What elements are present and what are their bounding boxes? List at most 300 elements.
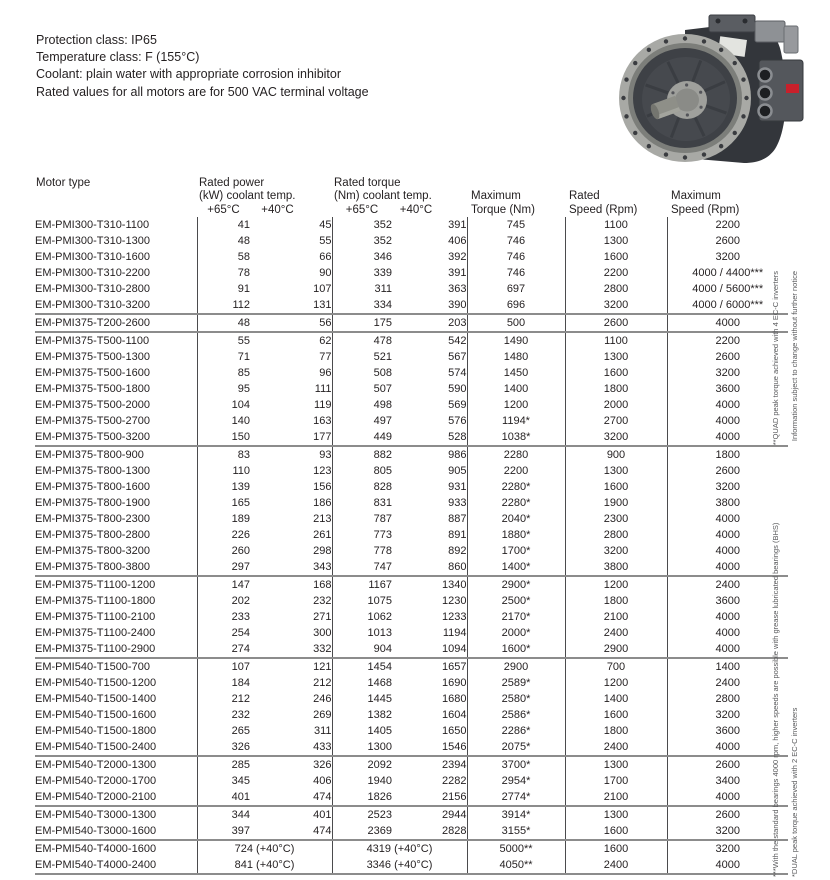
max-torque-cell: 696 (467, 297, 565, 314)
rated-torque-cell: 4319 (+40°C) (332, 840, 467, 857)
max-torque-cell: 500 (467, 314, 565, 332)
torque-40-cell: 1604 (442, 709, 467, 721)
motor-type-cell: EM-PMI375-T1100-2100 (35, 611, 156, 623)
power-40-cell: 474 (313, 825, 332, 837)
torque-40-cell: 2944 (442, 809, 467, 821)
max-speed-cell: 4000 (667, 527, 788, 543)
motor-type-cell: EM-PMI375-T500-1600 (35, 367, 150, 379)
max-torque-cell: 1400 (467, 381, 565, 397)
torque-65-cell: 805 (332, 463, 392, 479)
rated-speed-cell: 2800 (565, 281, 667, 297)
max-speed-cell: 3600 (667, 381, 788, 397)
motor-type-cell: EM-PMI375-T800-3200 (35, 545, 150, 557)
power-65-cell: 212 (197, 691, 250, 707)
torque-65-cell: 521 (332, 349, 392, 365)
table-row (35, 233, 788, 249)
rated-speed-cell: 2100 (565, 789, 667, 806)
motor-type-cell: EM-PMI375-T500-1300 (35, 351, 150, 363)
table-row (35, 511, 788, 527)
torque-40-cell: 2156 (442, 791, 467, 803)
table-row (35, 773, 788, 789)
max-torque-cell: 2000* (467, 625, 565, 641)
motor-type-cell: EM-PMI540-T1500-1800 (35, 725, 157, 737)
table-row (35, 857, 788, 874)
max-torque-cell: 2954* (467, 773, 565, 789)
table-row (35, 265, 788, 281)
max-torque-cell: 697 (467, 281, 565, 297)
rated-speed-cell: 1600 (565, 840, 667, 857)
power-40-cell: 474 (313, 791, 332, 803)
max-speed-cell: 2200 (667, 217, 788, 233)
torque-65-cell: 1062 (332, 609, 392, 625)
max-speed-cell: 3600 (667, 723, 788, 739)
column-header-max-speed-1: Maximum (671, 190, 721, 202)
rated-values-line: Rated values for all motors are for 500 VAC terminal voltage (36, 84, 369, 99)
motor-group (35, 217, 788, 314)
motor-type-cell: EM-PMI540-T1500-2400 (35, 741, 157, 753)
motor-group (35, 576, 788, 658)
motor-group (35, 658, 788, 756)
motor-type-cell: EM-PMI375-T500-1100 (35, 335, 150, 347)
max-torque-cell: 1038* (467, 429, 565, 446)
torque-40-cell: 1657 (442, 661, 467, 673)
motor-type-cell: EM-PMI375-T800-900 (35, 449, 144, 461)
motor-photo (597, 8, 817, 176)
max-speed-cell: 1800 (667, 446, 788, 463)
max-torque-cell: 746 (467, 265, 565, 281)
power-40-cell: 93 (319, 449, 332, 461)
motor-type-cell: EM-PMI300-T310-1100 (35, 219, 150, 231)
max-torque-cell: 2200 (467, 463, 565, 479)
max-speed-cell: 2600 (667, 463, 788, 479)
footnote-bearings: ***With the standard bearings 4000 rpm, higher speeds are possible with grease lubricated bearings (BHS) (771, 522, 780, 877)
table-row (35, 658, 788, 675)
torque-40-cell: 1230 (442, 595, 467, 607)
power-65-cell: 150 (197, 429, 250, 446)
intro-text-block (36, 32, 369, 101)
table-row (35, 527, 788, 543)
power-40-cell: 168 (313, 579, 332, 591)
max-speed-cell: 2600 (667, 349, 788, 365)
column-header-power-40: +40°C (261, 204, 294, 216)
power-65-cell: 184 (197, 675, 250, 691)
torque-65-cell: 1382 (332, 707, 392, 723)
power-40-cell: 213 (313, 513, 332, 525)
rated-speed-cell: 1700 (565, 773, 667, 789)
table-row (35, 641, 788, 658)
motor-type-cell: EM-PMI300-T310-1600 (35, 251, 150, 263)
max-speed-cell: 3800 (667, 495, 788, 511)
rated-speed-cell: 1600 (565, 479, 667, 495)
motor-type-cell: EM-PMI300-T310-2800 (35, 283, 150, 295)
torque-40-cell: 1650 (442, 725, 467, 737)
motor-type-cell: EM-PMI375-T800-2800 (35, 529, 150, 541)
rated-speed-cell: 1600 (565, 823, 667, 840)
max-torque-cell: 1600* (467, 641, 565, 658)
torque-40-cell: 887 (448, 513, 467, 525)
torque-40-cell: 363 (448, 283, 467, 295)
power-40-cell: 261 (313, 529, 332, 541)
motor-type-cell: EM-PMI540-T3000-1300 (35, 809, 157, 821)
torque-65-cell: 334 (332, 297, 392, 314)
torque-65-cell: 882 (332, 446, 392, 463)
max-speed-cell: 4000 (667, 641, 788, 658)
max-torque-cell: 2280* (467, 495, 565, 511)
max-speed-cell: 4000 (667, 857, 788, 874)
table-row (35, 463, 788, 479)
table-row (35, 691, 788, 707)
motor-type-cell: EM-PMI375-T500-3200 (35, 431, 150, 443)
table-row (35, 249, 788, 265)
max-torque-cell: 2040* (467, 511, 565, 527)
max-speed-cell: 4000 (667, 789, 788, 806)
power-65-cell: 85 (197, 365, 250, 381)
torque-40-cell: 2828 (442, 825, 467, 837)
motor-group (35, 756, 788, 806)
power-40-cell: 107 (313, 283, 332, 295)
rated-speed-cell: 1800 (565, 723, 667, 739)
column-header-rated-power: Rated power (199, 177, 265, 189)
power-65-cell: 91 (197, 281, 250, 297)
torque-65-cell: 831 (332, 495, 392, 511)
power-65-cell: 55 (197, 332, 250, 349)
motor-type-cell: EM-PMI540-T1500-1400 (35, 693, 157, 705)
power-65-cell: 260 (197, 543, 250, 559)
max-torque-cell: 2580* (467, 691, 565, 707)
torque-65-cell: 904 (332, 641, 392, 658)
coolant-line: Coolant: plain water with appropriate corrosion inhibitor (36, 67, 342, 82)
table-row (35, 625, 788, 641)
rated-speed-cell: 2400 (565, 857, 667, 874)
torque-65-cell: 507 (332, 381, 392, 397)
torque-65-cell: 747 (332, 559, 392, 576)
max-speed-cell: 3200 (667, 479, 788, 495)
power-40-cell: 298 (313, 545, 332, 557)
torque-65-cell: 2369 (332, 823, 392, 840)
table-row (35, 479, 788, 495)
torque-40-cell: 1690 (442, 677, 467, 689)
power-65-cell: 48 (197, 314, 250, 332)
max-speed-cell: 4000 (667, 739, 788, 756)
column-header-rated-torque: Rated torque (334, 177, 401, 189)
max-torque-cell: 1700* (467, 543, 565, 559)
max-torque-cell: 2286* (467, 723, 565, 739)
torque-40-cell: 390 (448, 299, 467, 311)
power-40-cell: 66 (319, 251, 332, 263)
table-row (35, 281, 788, 297)
power-40-cell: 131 (313, 299, 332, 311)
column-header-power-unit: (kW) coolant temp. (199, 190, 296, 202)
max-torque-cell: 5000** (467, 840, 565, 857)
power-65-cell: 48 (197, 233, 250, 249)
motor-type-cell: EM-PMI375-T1100-1800 (35, 595, 156, 607)
rated-speed-cell: 3200 (565, 543, 667, 559)
power-40-cell: 45 (319, 219, 332, 231)
power-40-cell: 232 (313, 595, 332, 607)
rated-speed-cell: 1300 (565, 463, 667, 479)
power-65-cell: 110 (197, 463, 250, 479)
max-speed-cell: 4000 (667, 314, 788, 332)
max-torque-cell: 2280 (467, 446, 565, 463)
power-65-cell: 297 (197, 559, 250, 576)
torque-40-cell: 1194 (442, 627, 467, 639)
max-torque-cell: 2900* (467, 576, 565, 593)
power-65-cell: 232 (197, 707, 250, 723)
rated-speed-cell: 2400 (565, 739, 667, 756)
torque-65-cell: 778 (332, 543, 392, 559)
power-40-cell: 332 (313, 643, 332, 655)
torque-40-cell: 590 (448, 383, 467, 395)
rated-power-cell: 724 (+40°C) (197, 840, 332, 857)
torque-40-cell: 1094 (442, 643, 467, 655)
motor-type-cell: EM-PMI540-T1500-1200 (35, 677, 157, 689)
max-speed-cell: 2800 (667, 691, 788, 707)
power-40-cell: 433 (313, 741, 332, 753)
max-torque-cell: 1880* (467, 527, 565, 543)
power-40-cell: 111 (314, 383, 332, 395)
power-65-cell: 189 (197, 511, 250, 527)
motor-group (35, 806, 788, 840)
motor-top-bracket (755, 21, 785, 42)
table-row (35, 381, 788, 397)
torque-40-cell: 391 (448, 219, 467, 231)
torque-40-cell: 1680 (442, 693, 467, 705)
rated-speed-cell: 1100 (565, 332, 667, 349)
power-65-cell: 78 (197, 265, 250, 281)
cable-gland-icon (759, 69, 772, 82)
rated-torque-cell: 3346 (+40°C) (332, 857, 467, 874)
power-65-cell: 112 (197, 297, 250, 314)
max-torque-cell: 1400* (467, 559, 565, 576)
column-header-power-65: +65°C (207, 204, 240, 216)
torque-65-cell: 449 (332, 429, 392, 446)
rated-speed-cell: 1300 (565, 806, 667, 823)
torque-40-cell: 905 (448, 465, 467, 477)
table-row (35, 217, 788, 233)
max-speed-cell: 3200 (667, 707, 788, 723)
rated-speed-cell: 2000 (565, 397, 667, 413)
table-row (35, 823, 788, 840)
torque-40-cell: 574 (448, 367, 467, 379)
torque-40-cell: 406 (448, 235, 467, 247)
power-40-cell: 121 (313, 661, 332, 673)
rated-speed-cell: 700 (565, 658, 667, 675)
power-65-cell: 83 (197, 446, 250, 463)
motor-type-cell: EM-PMI375-T500-2700 (35, 415, 150, 427)
max-torque-cell: 2280* (467, 479, 565, 495)
rated-speed-cell: 2300 (565, 511, 667, 527)
rated-speed-cell: 2900 (565, 641, 667, 658)
rated-power-cell: 841 (+40°C) (197, 857, 332, 874)
column-header-torque-65: +65°C (345, 204, 379, 216)
max-torque-cell: 4050** (467, 857, 565, 874)
max-torque-cell: 746 (467, 249, 565, 265)
table-row (35, 789, 788, 806)
max-torque-cell: 2774* (467, 789, 565, 806)
footnote-dual-torque: *DUAL peak torque achieved with 2 EC-C inverters (790, 707, 799, 877)
max-speed-cell: 4000 (667, 559, 788, 576)
power-40-cell: 156 (313, 481, 332, 493)
max-speed-cell: 4000 (667, 429, 788, 446)
power-40-cell: 246 (313, 693, 332, 705)
rated-speed-cell: 2700 (565, 413, 667, 429)
torque-65-cell: 1826 (332, 789, 392, 806)
table-row (35, 397, 788, 413)
column-header-rated-speed-1: Rated (569, 190, 600, 202)
max-speed-cell: 2600 (667, 756, 788, 773)
max-speed-cell: 4000 / 6000*** (667, 297, 788, 314)
power-65-cell: 265 (197, 723, 250, 739)
rated-speed-cell: 2800 (565, 527, 667, 543)
motor-type-cell: EM-PMI375-T800-1300 (35, 465, 150, 477)
max-torque-cell: 745 (467, 217, 565, 233)
table-row (35, 609, 788, 625)
rated-speed-cell: 1900 (565, 495, 667, 511)
table-row (35, 446, 788, 463)
power-40-cell: 343 (313, 561, 332, 573)
max-speed-cell: 2400 (667, 576, 788, 593)
max-torque-cell: 2900 (467, 658, 565, 675)
table-row (35, 297, 788, 314)
power-40-cell: 77 (319, 351, 332, 363)
torque-40-cell: 567 (448, 351, 467, 363)
table-row (35, 332, 788, 349)
max-speed-cell: 2600 (667, 806, 788, 823)
power-65-cell: 285 (197, 756, 250, 773)
power-65-cell: 326 (197, 739, 250, 756)
power-65-cell: 401 (197, 789, 250, 806)
torque-65-cell: 828 (332, 479, 392, 495)
power-40-cell: 123 (313, 465, 332, 477)
rated-speed-cell: 1600 (565, 707, 667, 723)
power-40-cell: 62 (319, 335, 332, 347)
table-row (35, 413, 788, 429)
table-row (35, 756, 788, 773)
motor-type-cell: EM-PMI540-T3000-1600 (35, 825, 157, 837)
table-row (35, 707, 788, 723)
torque-40-cell: 542 (448, 335, 467, 347)
power-40-cell: 406 (313, 775, 332, 787)
max-speed-cell: 3200 (667, 365, 788, 381)
max-speed-cell: 2600 (667, 233, 788, 249)
motor-side-bracket (784, 26, 798, 53)
max-speed-cell: 3200 (667, 840, 788, 857)
table-row (35, 723, 788, 739)
power-65-cell: 165 (197, 495, 250, 511)
torque-40-cell: 576 (448, 415, 467, 427)
cable-gland-icon (759, 105, 772, 118)
torque-65-cell: 2523 (332, 806, 392, 823)
torque-40-cell: 931 (448, 481, 467, 493)
table-row (35, 365, 788, 381)
power-65-cell: 71 (197, 349, 250, 365)
table-row (35, 593, 788, 609)
table-row (35, 349, 788, 365)
temperature-class-line: Temperature class: F (155°C) (36, 50, 200, 65)
motor-type-cell: EM-PMI375-T1100-2900 (35, 643, 156, 655)
table-row (35, 559, 788, 576)
table-row (35, 543, 788, 559)
torque-40-cell: 203 (448, 317, 467, 329)
power-40-cell: 271 (313, 611, 332, 623)
max-torque-cell: 3914* (467, 806, 565, 823)
table-header (35, 177, 788, 217)
column-header-motor-type: Motor type (36, 177, 91, 189)
motor-type-cell: EM-PMI540-T2000-1300 (35, 759, 157, 771)
power-65-cell: 345 (197, 773, 250, 789)
motor-group (35, 840, 788, 874)
torque-65-cell: 787 (332, 511, 392, 527)
motor-type-cell: EM-PMI375-T1100-1200 (35, 579, 156, 591)
power-65-cell: 274 (197, 641, 250, 658)
torque-65-cell: 508 (332, 365, 392, 381)
footnote-info-subject: Information subject to change without further notice (790, 271, 799, 442)
power-65-cell: 140 (197, 413, 250, 429)
power-40-cell: 55 (319, 235, 332, 247)
rated-speed-cell: 1600 (565, 249, 667, 265)
motor-type-cell: EM-PMI375-T500-1800 (35, 383, 150, 395)
power-40-cell: 90 (319, 267, 332, 279)
power-65-cell: 58 (197, 249, 250, 265)
max-speed-cell: 2200 (667, 332, 788, 349)
power-65-cell: 139 (197, 479, 250, 495)
torque-40-cell: 569 (448, 399, 467, 411)
torque-65-cell: 339 (332, 265, 392, 281)
max-speed-cell: 3200 (667, 823, 788, 840)
torque-65-cell: 1454 (332, 658, 392, 675)
torque-65-cell: 352 (332, 217, 392, 233)
max-torque-cell: 2586* (467, 707, 565, 723)
power-40-cell: 401 (313, 809, 332, 821)
torque-40-cell: 528 (448, 431, 467, 443)
max-torque-cell: 3155* (467, 823, 565, 840)
torque-65-cell: 1013 (332, 625, 392, 641)
torque-40-cell: 2282 (442, 775, 467, 787)
motor-type-cell: EM-PMI375-T800-1600 (35, 481, 150, 493)
rated-speed-cell: 2100 (565, 609, 667, 625)
max-torque-cell: 1194* (467, 413, 565, 429)
rated-speed-cell: 3200 (565, 297, 667, 314)
max-speed-cell: 3200 (667, 249, 788, 265)
motor-type-cell: EM-PMI300-T310-3200 (35, 299, 150, 311)
torque-65-cell: 1167 (332, 576, 392, 593)
table-row (35, 806, 788, 823)
max-torque-cell: 1200 (467, 397, 565, 413)
column-header-rated-speed-2: Speed (Rpm) (569, 204, 638, 216)
motor-type-cell: EM-PMI300-T310-2200 (35, 267, 150, 279)
rated-speed-cell: 1800 (565, 381, 667, 397)
rated-speed-cell: 2200 (565, 265, 667, 281)
motor-type-cell: EM-PMI540-T4000-1600 (35, 843, 157, 855)
rated-speed-cell: 1300 (565, 233, 667, 249)
torque-65-cell: 498 (332, 397, 392, 413)
power-65-cell: 147 (197, 576, 250, 593)
footnote-quad-torque: **QUAD peak torque achieved with 4 EC-C inverters (771, 271, 780, 446)
power-40-cell: 300 (313, 627, 332, 639)
motor-type-cell: EM-PMI375-T200-2600 (35, 317, 150, 329)
power-65-cell: 233 (197, 609, 250, 625)
motor-type-cell: EM-PMI540-T4000-2400 (35, 859, 157, 871)
power-40-cell: 326 (313, 759, 332, 771)
motor-type-cell: EM-PMI540-T2000-2100 (35, 791, 157, 803)
rated-speed-cell: 1300 (565, 349, 667, 365)
torque-40-cell: 2394 (442, 759, 467, 771)
motor-group (35, 332, 788, 446)
table-row (35, 429, 788, 446)
max-torque-cell: 2170* (467, 609, 565, 625)
rated-speed-cell: 3800 (565, 559, 667, 576)
brand-label (786, 84, 799, 93)
